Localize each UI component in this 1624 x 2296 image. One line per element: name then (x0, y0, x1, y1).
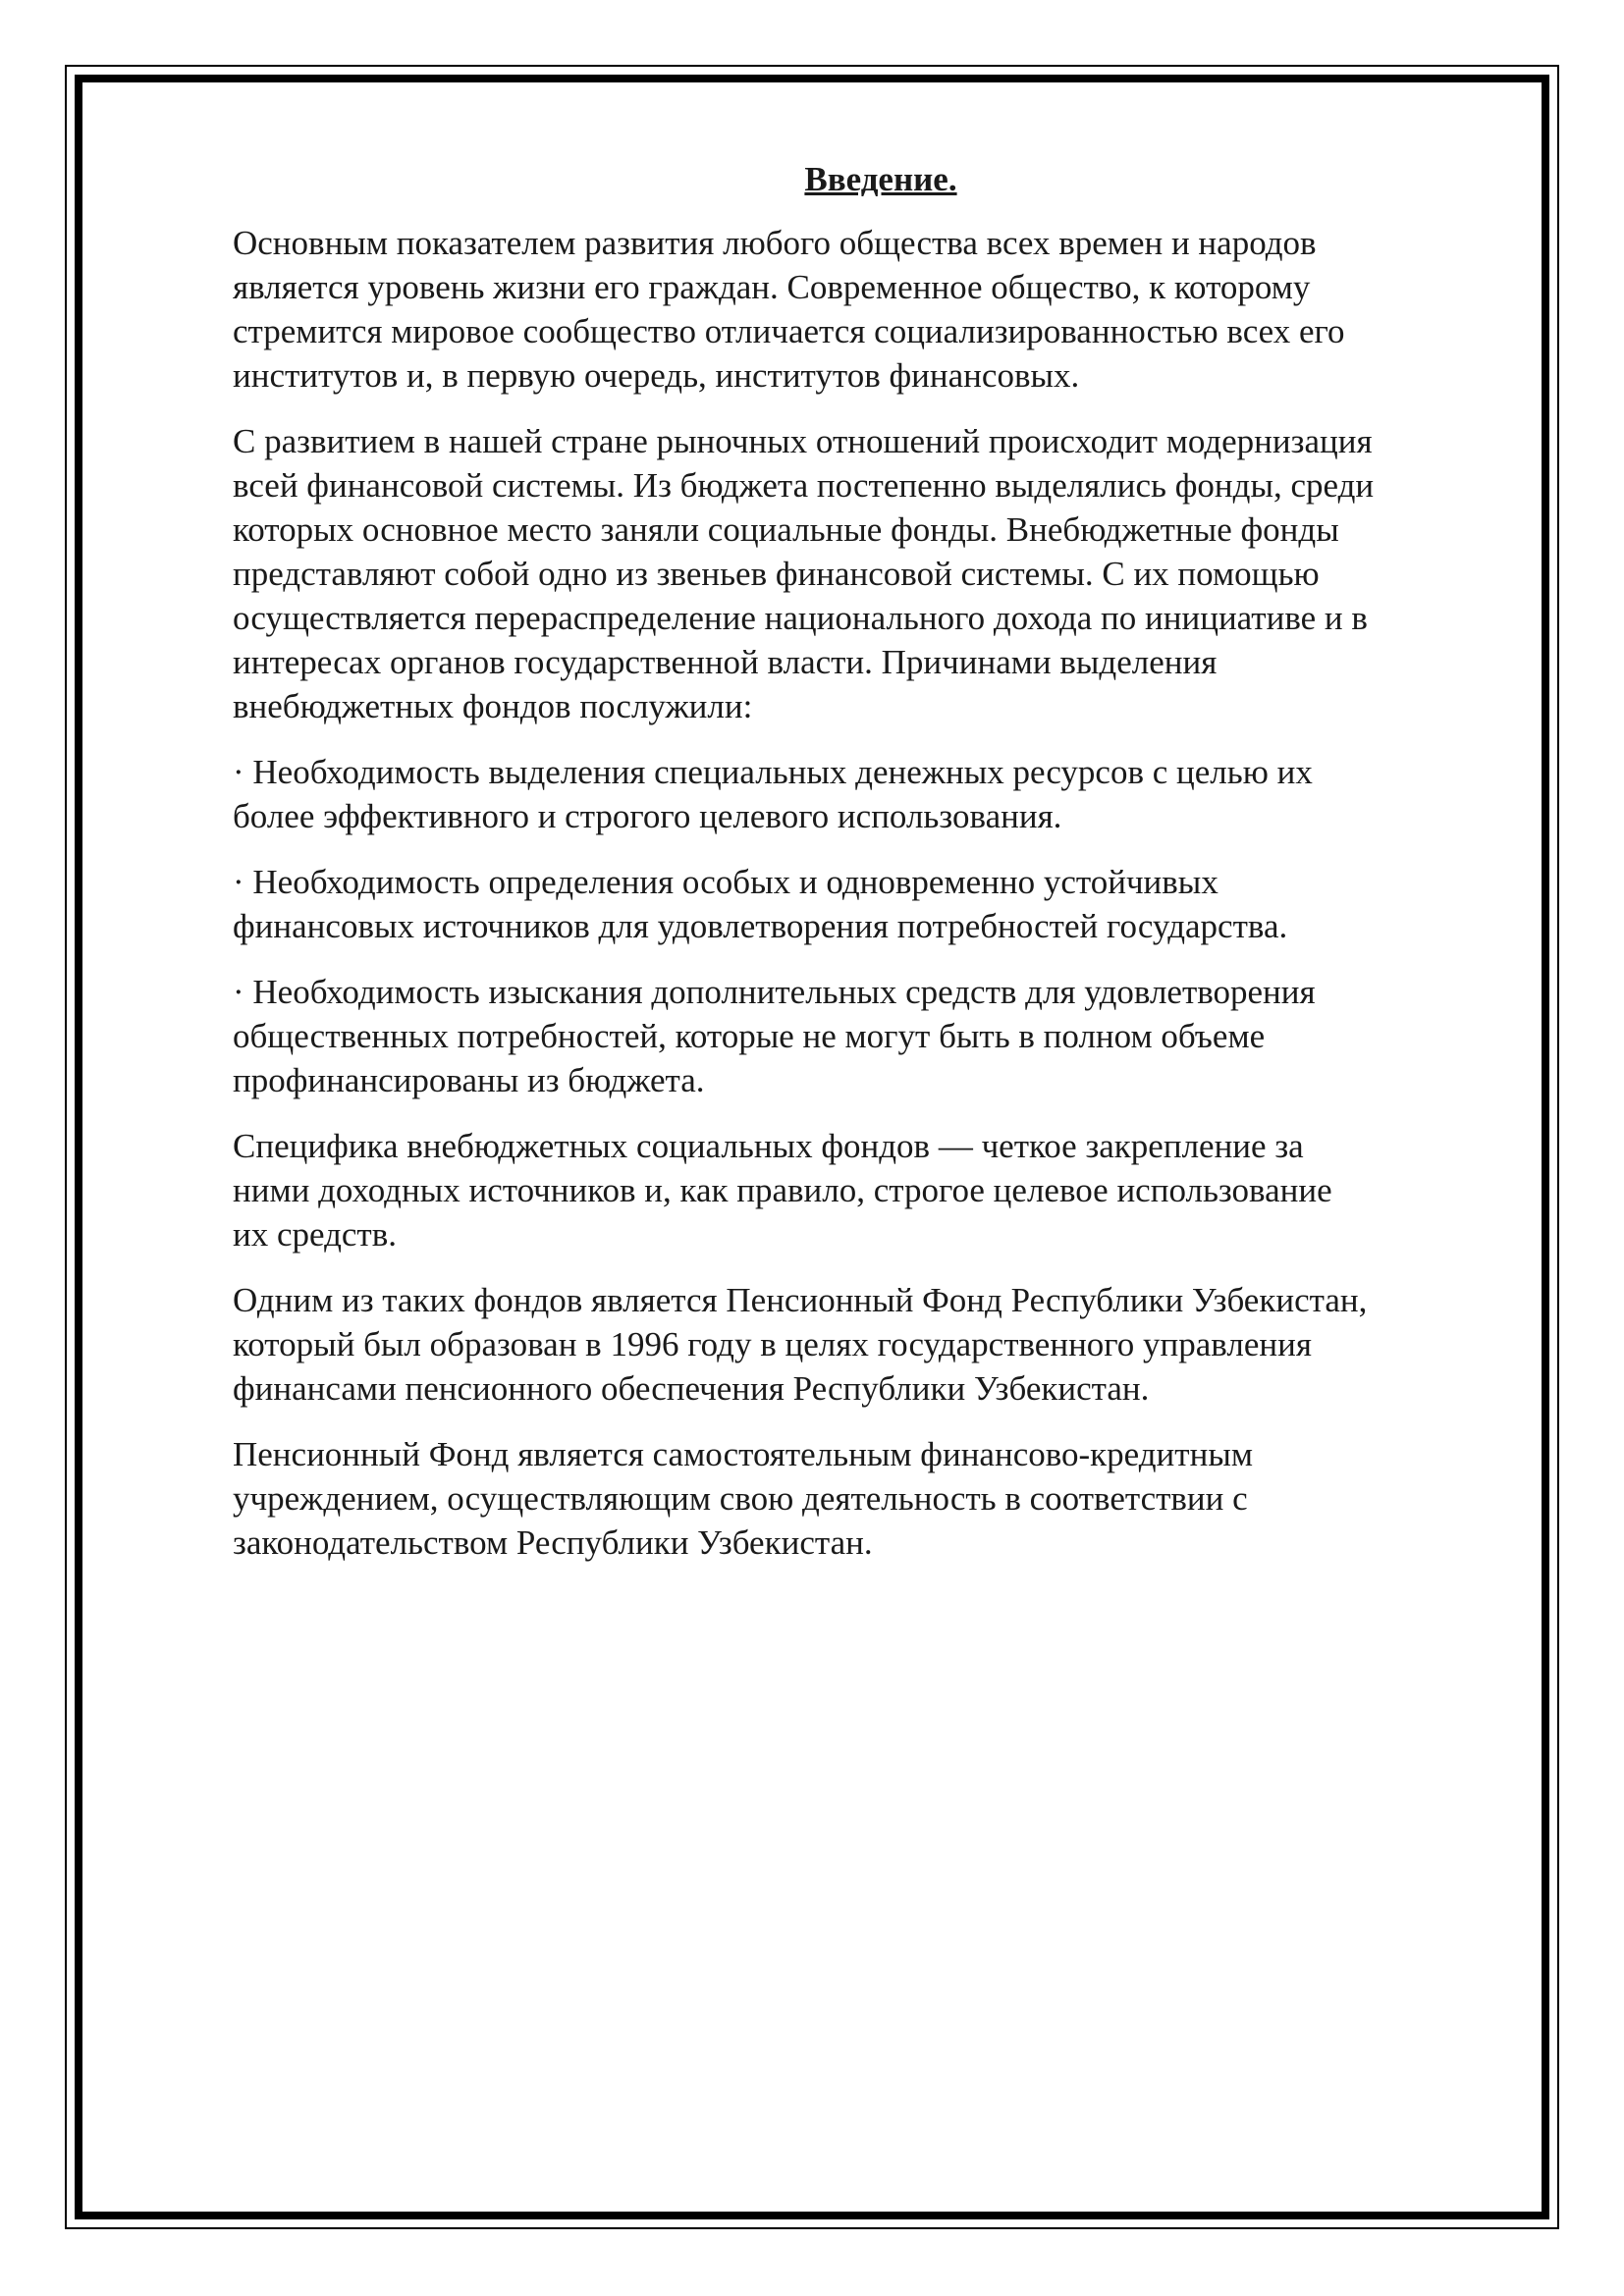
text-line: представляют собой одно из звеньев финансовой системы. С их помощью (233, 555, 1320, 593)
paragraph-specifics (233, 1124, 1529, 1256)
text-line: институтов и, в первую очередь, институтов финансовых. (233, 356, 1080, 395)
text-line: ними доходных источников и, как правило, строгое целевое использование (233, 1171, 1332, 1209)
text-line: которых основное место заняли социальные фонды. Внебюджетные фонды (233, 510, 1339, 549)
text-line: их средств. (233, 1215, 398, 1254)
document-body (233, 157, 1529, 1586)
text-line: финансовых источников для удовлетворения потребностей государства. (233, 907, 1288, 945)
text-line: учреждением, осуществляющим свою деятельность в соответствии с (233, 1479, 1248, 1518)
text-line: законодательством Республики Узбекистан. (233, 1523, 873, 1562)
list-item-reason-2 (233, 860, 1529, 948)
list-item-reason-3 (233, 970, 1529, 1102)
text-line: · Необходимость изыскания дополнительных средств для удовлетворения (233, 973, 1316, 1011)
paragraph-pension-fund-status (233, 1432, 1529, 1565)
text-line: осуществляется перераспределение национального дохода по инициативе и в (233, 599, 1368, 637)
text-line: более эффективного и строгого целевого использования. (233, 797, 1062, 835)
text-line: который был образован в 1996 году в целях государственного управления (233, 1325, 1312, 1363)
text-line: внебюджетных фондов послужили: (233, 687, 753, 725)
text-line: С развитием в нашей стране рыночных отношений происходит модернизация (233, 422, 1373, 460)
text-line: Специфика внебюджетных социальных фондов — четкое закрепление за (233, 1127, 1304, 1165)
text-line: интересах органов государственной власти. Причинами выделения (233, 643, 1218, 681)
document-title: Введение. (804, 160, 957, 198)
paragraph-market-relations (233, 419, 1529, 728)
text-line: · Необходимость выделения специальных денежных ресурсов с целью их (233, 753, 1313, 791)
text-line: всей финансовой системы. Из бюджета постепенно выделялись фонды, среди (233, 466, 1375, 505)
text-line: · Необходимость определения особых и одновременно устойчивых (233, 863, 1218, 901)
text-line: Основным показателем развития любого общества всех времен и народов (233, 224, 1317, 262)
text-line: общественных потребностей, которые не могут быть в полном объеме (233, 1017, 1266, 1055)
text-line: является уровень жизни его граждан. Современное общество, к которому (233, 268, 1311, 306)
text-line: Одним из таких фондов является Пенсионный Фонд Республики Узбекистан, (233, 1281, 1368, 1319)
text-line: финансами пенсионного обеспечения Республики Узбекистан. (233, 1369, 1150, 1408)
paragraph-pension-fund (233, 1278, 1529, 1411)
text-line: стремится мировое сообщество отличается социализированностью всех его (233, 312, 1345, 350)
text-line: Пенсионный Фонд является самостоятельным финансово-кредитным (233, 1435, 1253, 1473)
paragraph-intro (233, 221, 1529, 398)
list-item-reason-1 (233, 750, 1529, 838)
text-line: профинансированы из бюджета. (233, 1061, 705, 1099)
